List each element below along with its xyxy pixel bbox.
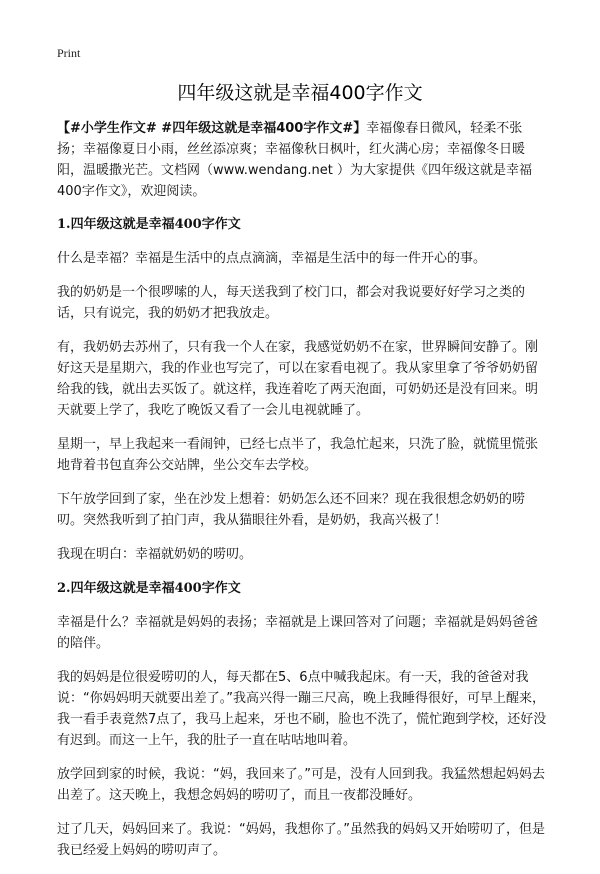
intro-paragraph <box>57 118 547 202</box>
paragraph: 过了几天，妈妈回来了。我说：“妈妈，我想你了。”虽然我的妈妈又开始唠叨了，但是我已经爱上妈妈的唠叨声了。 <box>57 822 545 858</box>
print-link[interactable]: Print <box>57 46 81 60</box>
paragraph: 什么是幸福？幸福是生活中的点点滴滴，幸福是生活中的每一件开心的事。 <box>57 251 487 266</box>
document-body <box>57 118 547 874</box>
paragraph: 幸福是什么？幸福就是妈妈的表扬；幸福就是上课回答对了问题；幸福就是妈妈爸爸的陪伴。 <box>57 615 539 651</box>
paragraph: 有，我奶奶去苏州了，只有我一个人在家，我感觉奶奶不在家，世界瞬间安静了。刚好这天是星期六，我的作业也写完了，可以在家看电视了。我从家里拿了爷爷奶奶留给我的钱，就出去买饭了。就这样，我连着吃了两天泡面，可奶奶还是没有回来。明天就要上学了，我吃了晚饭又看了一会儿电视就睡了。 <box>57 340 539 418</box>
document-title: 四年级这就是幸福400字作文 <box>177 82 423 104</box>
section-heading: 2.四年级这就是幸福400字作文 <box>57 581 241 596</box>
paragraph: 星期一，早上我起来一看闹钟，已经七点半了，我急忙起来，只洗了脸，就慌里慌张地背着书包直奔公交站牌，坐公交车去学校。 <box>57 437 539 473</box>
paragraph: 我的妈妈是位很爱唠叨的人，每天都在5、6点中喊我起床。有一天，我的爸爸对我说：“你妈妈明天就要出差了。”我高兴得一蹦三尺高，晚上我睡得很好，可早上醒来，我一看手表竟然7点了，我马上起来，牙也不刷，脸也不洗了，慌忙跑到学校，还好没有迟到。而这一上午，我的肚子一直在咕咕地叫着。 <box>57 670 547 748</box>
paragraph: 我现在明白：幸福就奶奶的唠叨。 <box>57 547 253 562</box>
section-heading: 1.四年级这就是幸福400字作文 <box>57 217 241 232</box>
intro-tag: 【#小学生作文# #四年级这就是幸福400字作文#】 <box>57 121 367 136</box>
paragraph: 放学回到家的时候，我说：“妈，我回来了。”可是，没有人回到我。我猛然想起妈妈去出差了。这天晚上，我想念妈妈的唠叨了，而且一夜都没睡好。 <box>57 767 545 803</box>
intro-text: 幸福像春日微风，轻柔不张扬；幸福像夏日小雨，丝丝添凉爽；幸福像秋日枫叶，红火满心房；幸福像冬日暖阳，温暖撒光芒。文档网（www.wendang.net ）为大家提供《四年级这就是幸福400字作文》，欢迎阅读。 <box>57 121 533 199</box>
paragraph: 下午放学回到了家，坐在沙发上想着：奶奶怎么还不回来？现在我很想念奶奶的唠叨。突然我听到了拍门声，我从猫眼往外看，是奶奶，我高兴极了！ <box>57 492 526 528</box>
paragraph: 我的奶奶是一个很啰嗦的人，每天送我到了校门口，都会对我说要好好学习之类的话，只有说完，我的奶奶才把我放走。 <box>57 285 526 321</box>
